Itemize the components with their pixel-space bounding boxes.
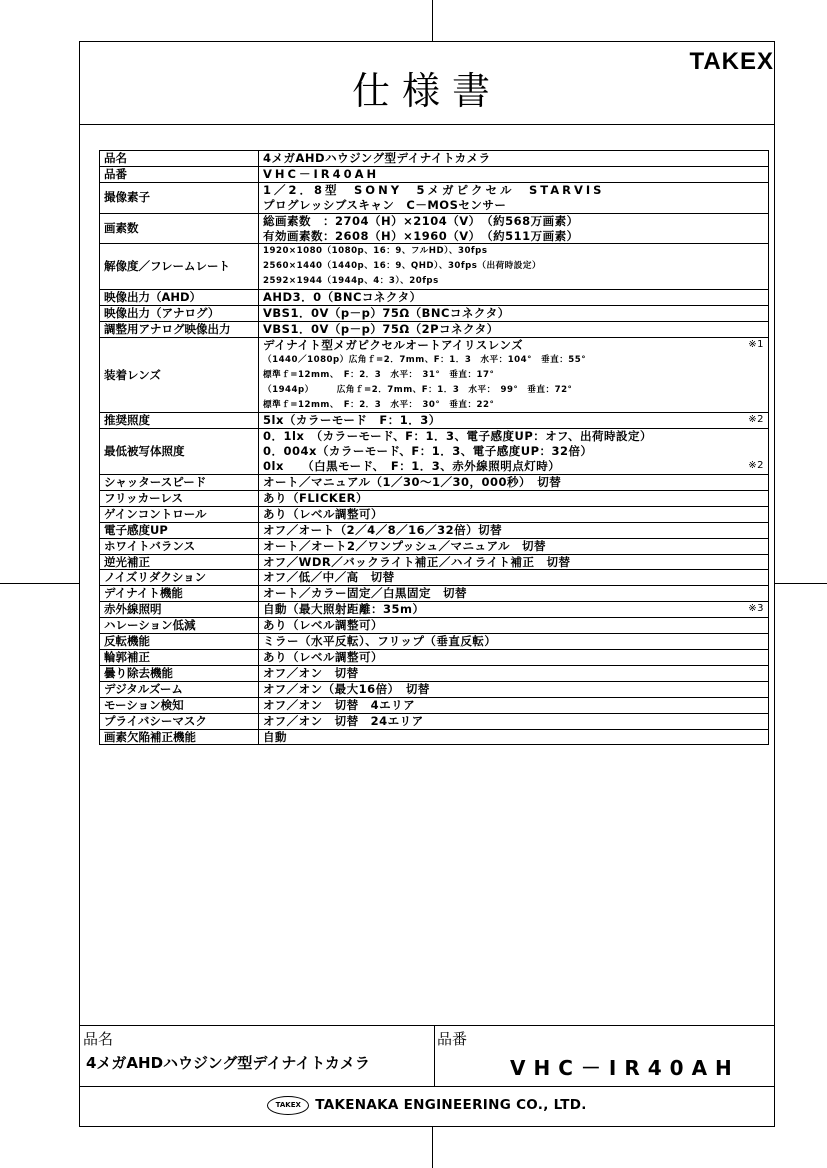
spec-value (259, 413, 769, 429)
spec-value-line (263, 570, 764, 585)
spec-label: シャッタースピード (100, 475, 259, 491)
company-block (80, 1086, 774, 1124)
company-name: TAKENAKA ENGINEERING CO., LTD. (315, 1097, 587, 1113)
spec-row (100, 429, 769, 475)
spec-row (100, 681, 769, 697)
spec-row (100, 213, 769, 244)
product-number-value: VHC－IR40AH (510, 1056, 740, 1080)
spec-value (259, 697, 769, 713)
spec-label: 最低被写体照度 (100, 429, 259, 475)
spec-value-line (263, 539, 764, 554)
spec-value (259, 650, 769, 666)
spec-value (259, 337, 769, 413)
spec-value (259, 213, 769, 244)
spec-value (259, 475, 769, 491)
spec-value-line (263, 338, 764, 353)
spec-value-line (263, 491, 764, 506)
spec-value (259, 538, 769, 554)
spec-row (100, 554, 769, 570)
spec-value (259, 634, 769, 650)
spec-row (100, 634, 769, 650)
spec-row (100, 538, 769, 554)
spec-row (100, 522, 769, 538)
spec-label: 赤外線照明 (100, 602, 259, 618)
spec-value-line (263, 444, 764, 459)
spec-label: 品名 (100, 151, 259, 167)
spec-value (259, 729, 769, 745)
spec-value-line (263, 459, 764, 474)
spec-value-text: オフ／オン 切替 24エリア (263, 713, 424, 728)
spec-value (259, 522, 769, 538)
spec-label: 輪郭補正 (100, 650, 259, 666)
spec-label: 推奨照度 (100, 413, 259, 429)
spec-value-text: 0．1lx （カラーモード、F：1．3、電子感度UP：オフ、出荷時設定） (263, 429, 652, 444)
spec-value (259, 290, 769, 306)
spec-value-text: VBS1．0V（p－p）75Ω（BNCコネクタ） (263, 306, 510, 321)
spec-value-line (263, 523, 764, 538)
spec-value-line (263, 586, 764, 601)
spec-value-line (263, 730, 764, 745)
spec-row (100, 650, 769, 666)
spec-value-line (263, 634, 764, 649)
product-number-label: 品番 (437, 1030, 468, 1048)
spec-label: 画素欠陥補正機能 (100, 729, 259, 745)
spec-value-line (263, 383, 764, 398)
spec-value-text: 0lx （白黒モード、 F：1．3、赤外線照明点灯時） (263, 459, 561, 474)
spec-value-line (263, 353, 764, 368)
spec-row (100, 729, 769, 745)
spec-value (259, 490, 769, 506)
spec-row (100, 665, 769, 681)
spec-row (100, 151, 769, 167)
spec-value-line (263, 429, 764, 444)
spec-label: ゲインコントロール (100, 506, 259, 522)
spec-value-text: 1／2．8型 SONY 5メガピクセル STARVIS (263, 182, 605, 197)
spec-value-line (263, 618, 764, 633)
spec-value-text: 総画素数 ：2704（H）×2104（V） （約568万画素） (263, 213, 579, 228)
spec-value-text: 4メガAHDハウジング型デイナイトカメラ (263, 151, 491, 165)
spec-value (259, 665, 769, 681)
spec-value (259, 618, 769, 634)
spec-note: ※2 (748, 460, 764, 472)
spec-value-line (263, 306, 764, 321)
spec-value-line (263, 368, 764, 383)
spec-value-text: あり（レベル調整可） (263, 506, 383, 521)
spec-value-text: 標準ｆ=12mm、 F：2．3 水平： 31° 垂直：17° (263, 369, 495, 380)
spec-row (100, 570, 769, 586)
spec-row (100, 506, 769, 522)
crop-mark-bottom (432, 1127, 433, 1168)
spec-value-line (263, 398, 764, 413)
spec-value-line (263, 244, 764, 259)
spec-table-body (100, 151, 769, 745)
spec-value-text: デイナイト型メガピクセルオートアイリスレンズ (263, 337, 524, 352)
spec-label: 調整用アナログ映像出力 (100, 321, 259, 337)
spec-label: 品番 (100, 166, 259, 182)
spec-value (259, 244, 769, 290)
spec-value-text: 自動（最大照射距離：35m） (263, 602, 425, 617)
spec-value-text: あり（レベル調整可） (263, 618, 383, 633)
spec-value-text: オフ／低／中／高 切替 (263, 570, 395, 585)
spec-row (100, 697, 769, 713)
spec-value (259, 554, 769, 570)
spec-value-text: オート／カラー固定／白黒固定 切替 (263, 586, 467, 601)
spec-value-text: オフ／オン（最大16倍） 切替 (263, 681, 430, 696)
spec-value-text: 1920×1080（1080p、16：9、フルHD）、30fps (263, 246, 488, 257)
spec-value-text: オフ／WDR／バックライト補正／ハイライト補正 切替 (263, 554, 571, 569)
spec-value-line (263, 290, 764, 305)
spec-label: 電子感度UP (100, 522, 259, 538)
spec-value-text: オート／マニュアル（1／30～1／30，000秒） 切替 (263, 475, 562, 490)
spec-value-text: 自動 (263, 729, 287, 744)
spec-row (100, 321, 769, 337)
spec-value-text: ミラー（水平反転）、フリップ（垂直反転） (263, 634, 497, 649)
spec-sheet (79, 41, 775, 1127)
spec-label: 装着レンズ (100, 337, 259, 413)
spec-label: 逆光補正 (100, 554, 259, 570)
spec-row (100, 306, 769, 322)
spec-value-line (263, 682, 764, 697)
spec-value-line (263, 714, 764, 729)
spec-value (259, 321, 769, 337)
spec-label: 撮像素子 (100, 182, 259, 213)
spec-label: 映像出力（アナログ） (100, 306, 259, 322)
spec-value-text: 2592×1944（1944p、4：3）、20fps (263, 276, 439, 287)
spec-value-line (263, 507, 764, 522)
title-block (80, 1025, 774, 1126)
spec-value-text: オフ／オン 切替 (263, 665, 359, 680)
crop-mark-top (432, 0, 433, 41)
spec-row (100, 166, 769, 182)
spec-value-text: VBS1．0V（p－p）75Ω（2Pコネクタ） (263, 321, 499, 336)
spec-value (259, 586, 769, 602)
spec-value-line (263, 666, 764, 681)
spec-row (100, 290, 769, 306)
spec-value-line (263, 229, 764, 244)
spec-value-text: AHD3．0（BNCコネクタ） (263, 290, 422, 305)
spec-value (259, 602, 769, 618)
spec-row (100, 475, 769, 491)
product-number-cell (434, 1026, 774, 1087)
crop-mark-left (0, 583, 79, 584)
spec-value-text: プログレッシブスキャン C－MOSセンサー (263, 197, 507, 212)
spec-value (259, 506, 769, 522)
spec-value-line (263, 214, 764, 229)
spec-note: ※1 (748, 338, 764, 350)
spec-row (100, 337, 769, 413)
spec-value-text: オート／オート2／ワンプッシュ／マニュアル 切替 (263, 538, 547, 553)
spec-value-line (263, 198, 764, 213)
spec-label: 映像出力（AHD） (100, 290, 259, 306)
product-name-label: 品名 (83, 1030, 114, 1048)
spec-value-line (263, 322, 764, 337)
spec-value-text: オフ／オン 切替 4エリア (263, 697, 416, 712)
product-name-cell (80, 1026, 435, 1087)
spec-label: 解像度／フレームレート (100, 244, 259, 290)
spec-label: ホワイトバランス (100, 538, 259, 554)
spec-value-line (263, 650, 764, 665)
page-title: 仕様書 (351, 69, 502, 113)
spec-label: モーション検知 (100, 697, 259, 713)
spec-note: ※2 (748, 414, 764, 426)
spec-label: 反転機能 (100, 634, 259, 650)
spec-value-text: あり（レベル調整可） (263, 650, 383, 664)
spec-note: ※3 (748, 603, 764, 615)
spec-value-line (263, 259, 764, 274)
spec-value-text: 標準ｆ=12mm、 F：2．3 水平： 30° 垂直：22° (263, 399, 495, 410)
brand-logo: TAKEX (689, 48, 774, 75)
spec-value (259, 713, 769, 729)
spec-value-text: （1944p） 広角ｆ=2．7mm、F：1．3 水平： 99° 垂直：72° (263, 384, 573, 395)
spec-value-line (263, 183, 764, 198)
spec-value-text: （1440／1080p）広角ｆ=2．7mm、F：1．3 水平：104° 垂直：55° (263, 354, 587, 365)
spec-value-line (263, 274, 764, 289)
spec-value-text: 有効画素数：2608（H）×1960（V） （約511万画素） (263, 228, 579, 243)
spec-value (259, 681, 769, 697)
spec-value (259, 166, 769, 182)
spec-row (100, 602, 769, 618)
spec-table (99, 150, 769, 745)
spec-row (100, 618, 769, 634)
spec-value (259, 182, 769, 213)
spec-row (100, 586, 769, 602)
spec-value-text: 2560×1440（1440p、16：9、QHD）、30fps（出荷時設定） (263, 261, 542, 272)
spec-value-line (263, 698, 764, 713)
spec-value-line (263, 602, 764, 617)
spec-value (259, 306, 769, 322)
spec-label: 画素数 (100, 213, 259, 244)
sheet-header (80, 42, 774, 125)
spec-row (100, 244, 769, 290)
product-name-value: 4メガAHDハウジング型デイナイトカメラ (86, 1054, 370, 1072)
spec-value (259, 151, 769, 167)
spec-value-line (263, 413, 764, 428)
crop-mark-right (775, 583, 827, 584)
spec-row (100, 490, 769, 506)
spec-label: デイナイト機能 (100, 586, 259, 602)
spec-row (100, 713, 769, 729)
spec-row (100, 182, 769, 213)
spec-value-line (263, 555, 764, 570)
spec-label: ノイズリダクション (100, 570, 259, 586)
spec-value-line (263, 167, 764, 182)
spec-value-text: あり（FLICKER） (263, 490, 369, 505)
spec-value-text: 5lx（カラーモード F：1．3） (263, 413, 441, 428)
spec-value-text: オフ／オート（2／4／8／16／32倍）切替 (263, 522, 503, 537)
spec-value (259, 429, 769, 475)
spec-label: ハレーション低減 (100, 618, 259, 634)
spec-value-text: 0．004x（カラーモード、F：1．3、電子感度UP：32倍） (263, 444, 593, 459)
spec-label: プライバシーマスク (100, 713, 259, 729)
takex-logo-icon: TAKEX (267, 1096, 309, 1115)
spec-label: 曇り除去機能 (100, 665, 259, 681)
spec-row (100, 413, 769, 429)
spec-value-text: VHC－IR40AH (263, 166, 380, 181)
spec-value-line (263, 151, 764, 166)
spec-label: フリッカーレス (100, 490, 259, 506)
spec-label: デジタルズーム (100, 681, 259, 697)
spec-value (259, 570, 769, 586)
spec-value-line (263, 475, 764, 490)
